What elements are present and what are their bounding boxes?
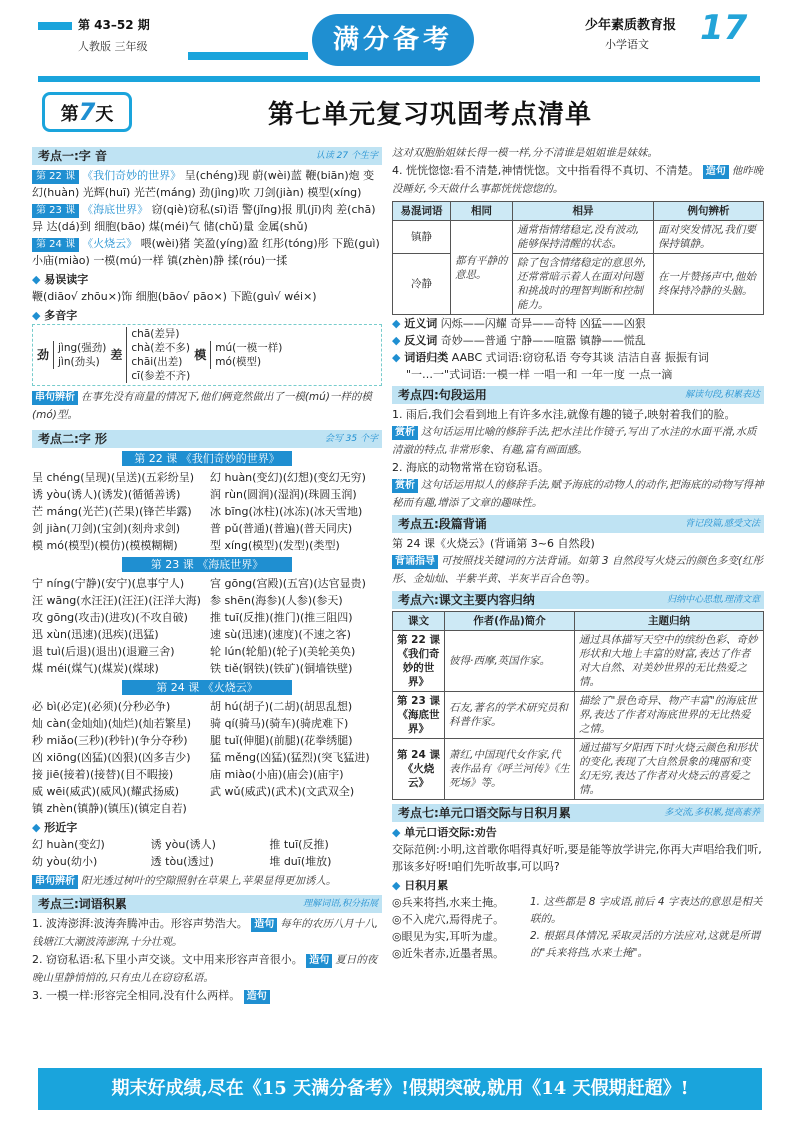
- word-item: 凶 xiōng(凶猛)(凶狠)(凶多吉少): [32, 751, 191, 764]
- lesson-bar: 第 24 课 《火烧云》: [122, 680, 292, 695]
- kp5-tip: 背记段篇,感受文法: [685, 519, 760, 529]
- word-item: 武 wǔ(威武)(武术)(文武双全): [210, 785, 355, 798]
- daily-block: [392, 894, 764, 962]
- kp7-heading: [392, 804, 764, 822]
- daily-title: ◆ 日积月累: [392, 877, 764, 894]
- page-number: 17: [700, 8, 748, 48]
- edition-label: 人教版 三年级: [78, 40, 148, 53]
- item-tag: 造句: [306, 954, 332, 968]
- ant-text: 奇妙——普通 宁静——喧嚣 镇静——慌乱: [440, 334, 646, 347]
- reading: jìng(强劲): [58, 342, 107, 354]
- word-item: 庙 miào(小庙)(庙会)(庙宇): [210, 768, 344, 781]
- word-item: 腿 tuǐ(伸腿)(前腿)(花拳绣腿): [210, 734, 353, 747]
- td: 萧红,中国现代女作家,代表作品有《呼兰河传》《生死场》等。: [445, 739, 575, 800]
- kp5-guide: [392, 552, 764, 588]
- kp3-tip: 理解词语,积分拓展: [303, 899, 378, 909]
- oral-text: 交际范例:小明,这首歌你唱得真好听,要是能等放学讲完,你再大声唱给我们听,那该多好呀!咱们先听故事,可以吗?: [392, 843, 762, 873]
- word-item: 煤 méi(煤气)(煤炭)(煤球): [32, 662, 159, 675]
- reading: chā(差异): [131, 328, 180, 340]
- similar-title: ◆ 形近字: [32, 819, 382, 836]
- reading: chà(差不多): [131, 342, 190, 354]
- item-text: 3. 一模一样:形容完全相同,没有什么两样。: [32, 989, 241, 1002]
- kp5-title: 考点五:段篇背诵: [398, 517, 487, 531]
- lesson-text: 喂(wèi)猪 笑盈(yíng)盈 红彤(tóng)彤 下跪(guì) 小庙(miào) 一模(mú)一样 镇(zhèn)静 揉(róu)一揉: [32, 237, 380, 267]
- polyphone-char: 劲: [37, 348, 50, 362]
- table-row: [393, 739, 764, 800]
- th: 主题归纳: [575, 612, 764, 631]
- reading: mó(模型): [215, 356, 262, 368]
- item-tag: 造句: [703, 165, 729, 179]
- word-item: 芒 máng(光芒)(芒果)(锋芒毕露): [32, 505, 192, 518]
- word-item: 汪 wāng(水汪汪)(汪汪)(汪洋大海): [32, 594, 201, 607]
- polyphone-reads: [53, 341, 106, 369]
- oral-title: ◆ 单元口语交际:劝告: [392, 824, 764, 841]
- td: 描绘了"景色奇异、物产丰富"的海底世界,表达了作者对海底世界的无比热爱之情。: [575, 692, 764, 739]
- item-text: 1. 雨后,我们会看到地上有许多水洼,就像有趣的镜子,映射着我们的脸。: [392, 408, 736, 421]
- newspaper-name: 少年素质教育报: [585, 18, 677, 33]
- header-stripe: [188, 52, 308, 60]
- kp3-item: [392, 162, 764, 198]
- word-item: 轮 lún(轮船)(轮子)(美轮美奂): [210, 645, 356, 658]
- divider: [38, 76, 760, 82]
- td: 通过描写夕阳西下时火烧云颜色和形状的变化,表现了大自然景象的瑰丽和变幻无穷,表达了作者对火烧云的喜爱之情。: [575, 739, 764, 800]
- td: 面对突发情况,我们要保持镇静。: [654, 221, 764, 254]
- multi-title: ◆ 多音字: [32, 307, 382, 324]
- issue-number: 第 43–52 期: [78, 18, 150, 32]
- th: 例句辨析: [654, 202, 764, 221]
- note-text: 阳光透过树叶的空隙照射在草果上,苹果显得更加诱人。: [81, 875, 337, 887]
- note-tag: 串句辨析: [32, 875, 78, 889]
- word-item: 推 tuī(反推)(推门)(推三阻四): [210, 611, 353, 624]
- list-item: ◎眼见为实,耳听为虚。: [392, 930, 505, 943]
- table-header: [393, 202, 764, 221]
- kp6-title: 考点六:课文主要内容归纳: [398, 593, 535, 607]
- table-row: [393, 692, 764, 739]
- word-item: 模 mó(模型)(模仿)(模模糊糊): [32, 539, 178, 552]
- item-text: 1. 波涛澎湃:波涛奔腾冲击。形容声势浩大。: [32, 917, 248, 930]
- kp5-lesson: 第 24 课《火烧云》(背诵第 3~6 自然段): [392, 537, 595, 550]
- lesson-text: 窃(qiè)窃私(sī)语 警(jǐng)报 肌(jī)肉 差(chā)异 达(dá)到 细胞(bāo) 煤(méi)气 储(chǔ)量 金属(shǔ): [32, 203, 376, 233]
- kp1-line: [32, 235, 382, 269]
- td: 在一片赞扬声中,他始终保持冷静的头脑。: [654, 254, 764, 315]
- td: 冷静: [393, 254, 451, 315]
- lesson-name: 《火烧云》: [82, 237, 138, 250]
- word-item: 普 pǔ(普通)(普遍)(普天同庆): [210, 522, 353, 535]
- header-left: [38, 12, 288, 74]
- th: 相同: [451, 202, 513, 221]
- kp1-line: [32, 201, 382, 235]
- kp1-line: [32, 167, 382, 201]
- word-item: 胡 hú(胡子)(二胡)(胡思乱想): [210, 700, 353, 713]
- reading: mú(一模一样): [215, 342, 283, 354]
- note-tag: 串句辨析: [32, 391, 78, 405]
- word-item: 接 jiē(接着)(接替)(目不暇接): [32, 768, 174, 781]
- word-item: 猛 měng(凶猛)(猛烈)(突飞猛进): [210, 751, 370, 764]
- summary-table: [392, 611, 764, 800]
- td: 第 22 课《我们奇妙的世界》: [393, 631, 445, 692]
- td: 都有平静的意思。: [451, 221, 513, 315]
- day-badge: [42, 92, 132, 132]
- list-item: ◎兵来将挡,水来土掩。: [392, 896, 505, 909]
- table-row: [393, 631, 764, 692]
- kp4-heading: [392, 386, 764, 404]
- kp2-note: [32, 872, 382, 890]
- kp1-note: [32, 388, 382, 424]
- similar-item: 透 tòu(透过): [150, 855, 214, 868]
- syn-text: 闪烁——闪耀 奇异——奇特 凶猛——凶狠: [440, 317, 646, 330]
- word-grid: [32, 698, 382, 817]
- brand-logo: 满分备考: [312, 14, 474, 66]
- cls-title: ◆ 词语归类: [392, 351, 448, 364]
- kp2-heading: [32, 430, 382, 448]
- ant-line: [392, 332, 764, 349]
- lesson-tag: 第 22 课: [32, 170, 79, 184]
- note-text: 在事先没有商量的情况下,他们俩竟然做出了一模(mú)一样的模(mó)型。: [32, 391, 372, 421]
- item-tag: 背诵指导: [392, 555, 438, 569]
- word-item: 冰 bīng(冰柱)(冰冻)(冰天雪地): [210, 505, 363, 518]
- item-hand: 可按照找关键词的方法背诵。如第 3 自然段写火烧云的颜色多变(红彤彤、金灿灿、半紫半黄、半灰半百合色等)。: [392, 555, 763, 585]
- day-suffix: 天: [95, 104, 114, 125]
- list-item: ◎近朱者赤,近墨者黑。: [392, 947, 505, 960]
- word-item: 迅 xùn(迅速)(迅疾)(迅猛): [32, 628, 159, 641]
- word-grid: [32, 469, 382, 554]
- syn-line: [392, 315, 764, 332]
- similar-item: 幻 huàn(变幻): [32, 838, 105, 851]
- kp4-tip: 解读句段,积累表达: [685, 390, 760, 400]
- kp2-title: 考点二:字 形: [38, 432, 107, 446]
- td: 第 24 课《火烧云》: [393, 739, 445, 800]
- kp3-item: [32, 951, 382, 987]
- item-hand: 他昨晚没睡好,今天做什么事都恍恍惚惚的。: [392, 165, 764, 195]
- page-title: 第七单元复习巩固考点清单: [267, 100, 592, 130]
- daily-notes: [530, 894, 764, 962]
- word-item: 宁 níng(宁静)(安宁)(息事宁人): [32, 577, 185, 590]
- ant-title: ◆ 反义词: [392, 334, 437, 347]
- word-item: 灿 càn(金灿灿)(灿烂)(灿若繁星): [32, 717, 192, 730]
- list-item: 1. 这些都是 8 字成语,前后 4 字表达的意思是相关联的。: [530, 896, 763, 925]
- syn-title: ◆ 近义词: [392, 317, 437, 330]
- kp3-title: 考点三:词语积累: [38, 897, 127, 911]
- word-item: 秒 miǎo(三秒)(秒针)(争分夺秒): [32, 734, 188, 747]
- similar-item: 幼 yòu(幼小): [32, 855, 98, 868]
- td: 通常指情绪稳定,没有波动,能够保持清醒的状态。: [513, 221, 654, 254]
- lesson-name: 《我们奇妙的世界》: [82, 169, 182, 182]
- polyphone-reads: [126, 327, 190, 383]
- item-hand: 每年的农历八月十八,钱塘江大潮波涛澎湃,十分壮观。: [32, 918, 379, 948]
- item-hand: 夏日的夜晚山里静悄悄的,只有虫儿在窃窃私语。: [32, 954, 378, 984]
- similar-item: 推 tuī(反推): [269, 838, 329, 851]
- table-row: [393, 221, 764, 254]
- item-text: 4. 恍恍惚惚:看不清楚,神情恍惚。文中指看得不真切、不清楚。: [392, 164, 700, 177]
- item-hand: 这对双胞胎姐妹长得一模一样,分不清谁是姐姐谁是妹妹。: [392, 147, 658, 159]
- kp1-title: 考点一:字 音: [38, 149, 107, 163]
- lesson-bar: 第 23 课 《海底世界》: [122, 557, 292, 572]
- kp3-item: [32, 915, 382, 951]
- lesson-name: 《海底世界》: [82, 203, 149, 216]
- kp2-tip: 会写 35 个字: [324, 434, 378, 444]
- word-item: 退 tuì(后退)(退出)(退避三舍): [32, 645, 175, 658]
- td: 通过具体描写天空中的缤纷色彩、奇妙形状和大地上丰富的财富,表达了作者对大自然、对美妙世界的无比热爱之情。: [575, 631, 764, 692]
- kp1-heading: [32, 147, 382, 165]
- td: 除了包含情绪稳定的意思外,还常常暗示着人在面对问题和挑战时的理智判断和控制能力。: [513, 254, 654, 315]
- word-grid: [32, 575, 382, 677]
- kp7-tip: 多交流,多积累,提高素养: [664, 808, 760, 818]
- item-tag: 赏析: [392, 479, 418, 493]
- kp3-heading: [32, 895, 382, 913]
- subject-label: 小学语文: [605, 38, 649, 51]
- word-compare-table: [392, 201, 764, 315]
- similar-grid: [32, 836, 382, 870]
- lesson-bar: 第 22 课 《我们奇妙的世界》: [122, 451, 292, 466]
- item-tag: 造句: [244, 990, 270, 1004]
- th: 课文: [393, 612, 445, 631]
- word-item: 宫 gōng(宫殿)(五宫)(达官显贵): [210, 577, 366, 590]
- kp5-heading: [392, 515, 764, 533]
- word-item: 攻 gōng(攻击)(进攻)(不攻自破): [32, 611, 188, 624]
- item-hand: 这句话运用拟人的修辞手法,赋予海底的动物人的动作,把海底的动物写得神秘而有趣,增添了文章的趣味性。: [392, 479, 764, 509]
- day-prefix: 第: [60, 104, 79, 125]
- word-item: 镇 zhèn(镇静)(镇压)(镇定自若): [32, 802, 187, 815]
- item-hand: 这句话运用比喻的修辞手法,把水洼比作镜子,写出了水洼的水面平滑,水质清澈的特点,非常形象、有趣,富有画面感。: [392, 426, 757, 456]
- day-number: 7: [78, 98, 96, 126]
- confuse-title: ◆ 易误读字: [32, 271, 382, 288]
- polyphone-char: 模: [194, 348, 207, 362]
- th: 易混词语: [393, 202, 451, 221]
- word-item: 必 bì(必定)(必须)(分秒必争): [32, 700, 171, 713]
- word-item: 速 sù(迅速)(速度)(不速之客): [210, 628, 351, 641]
- right-column: [392, 145, 764, 962]
- kp6-tip: 归纳中心思想,理清文章: [667, 595, 760, 605]
- item-text: 2. 海底的动物常常在窃窃私语。: [392, 461, 549, 474]
- cls-text: "一…一"式词语:一模一样 一唱一和 一年一度 一点一滴: [406, 368, 673, 381]
- footer-banner: 期末好成绩,尽在《15 天满分备考》!假期突破,就用《14 天假期赶超》!: [38, 1068, 762, 1110]
- kp7-title: 考点七:单元口语交际与日积月累: [398, 806, 571, 820]
- reading: chāi(出差): [131, 356, 183, 368]
- similar-item: 诱 yòu(诱人): [150, 838, 216, 851]
- kp4-analysis: [392, 423, 764, 459]
- word-item: 威 wēi(威武)(威风)(耀武扬威): [32, 785, 180, 798]
- th: 相异: [513, 202, 654, 221]
- td: 镇静: [393, 221, 451, 254]
- kp1-tip: 认读 27 个生字: [315, 151, 378, 161]
- cls-text: AABC 式词语:窃窃私语 夸夸其谈 洁洁自喜 振振有词: [451, 351, 709, 364]
- left-column: [32, 145, 382, 1004]
- word-item: 润 rùn(圆润)(湿润)(珠圆玉润): [210, 488, 357, 501]
- word-item: 剑 jiàn(刀剑)(宝剑)(刻舟求剑): [32, 522, 181, 535]
- td: 彼得·西摩,英国作家。: [445, 631, 575, 692]
- item-tag: 赏析: [392, 426, 418, 440]
- cls-line: [392, 349, 764, 366]
- reading: jìn(劲头): [58, 356, 100, 368]
- word-item: 呈 chéng(呈现)(呈送)(五彩纷呈): [32, 471, 194, 484]
- polyphone-box: [32, 324, 382, 386]
- table-header: [393, 612, 764, 631]
- item-tag: 造句: [251, 918, 277, 932]
- confuse-text: 鞭(diāo√ zhōu×)饰 细胞(bāo√ pāo×) 下跪(guì√ wéi×): [32, 290, 317, 303]
- similar-item: 堆 duī(堆放): [269, 855, 332, 868]
- word-item: 型 xíng(模型)(发型)(类型): [210, 539, 340, 552]
- polyphone-char: 差: [110, 348, 123, 362]
- daily-list: [392, 894, 522, 962]
- reading: cī(参差不齐): [131, 370, 191, 382]
- list-item: ◎不入虎穴,焉得虎子。: [392, 913, 505, 926]
- kp4-title: 考点四:句段运用: [398, 388, 487, 402]
- table-row: [393, 254, 764, 315]
- kp4-analysis: [392, 476, 764, 512]
- word-item: 诱 yòu(诱人)(诱发)(循循善诱): [32, 488, 181, 501]
- word-item: 参 shēn(海参)(人参)(参天): [210, 594, 343, 607]
- word-item: 幻 huàn(变幻)(幻想)(变幻无穷): [210, 471, 366, 484]
- lesson-text: 呈(chéng)现 蔚(wèi)蓝 鞭(biān)炮 变幻(huàn) 光辉(huī) 光芒(máng) 劲(jìng)吹 刀剑(jiàn) 模型(xíng): [32, 169, 375, 199]
- word-item: 铁 tiě(钢铁)(铁矿)(铜墙铁壁): [210, 662, 353, 675]
- kp6-heading: [392, 591, 764, 609]
- td: 石友,著名的学术研究员和科普作家。: [445, 692, 575, 739]
- th: 作者(作品)简介: [445, 612, 575, 631]
- header-stripe: [38, 22, 72, 30]
- kp3-item: [32, 987, 382, 1004]
- td: 第 23 课《海底世界》: [393, 692, 445, 739]
- list-item: 2. 根据具体情况,采取灵活的方法应对,这就是所谓的"兵来将挡,水来土掩"。: [530, 930, 761, 959]
- polyphone-reads: [210, 341, 282, 369]
- lesson-tag: 第 23 课: [32, 204, 79, 218]
- item-text: 2. 窃窃私语:私下里小声交谈。文中用来形容声音很小。: [32, 953, 303, 966]
- lesson-tag: 第 24 课: [32, 238, 79, 252]
- word-item: 骑 qí(骑马)(骑车)(骑虎难下): [210, 717, 349, 730]
